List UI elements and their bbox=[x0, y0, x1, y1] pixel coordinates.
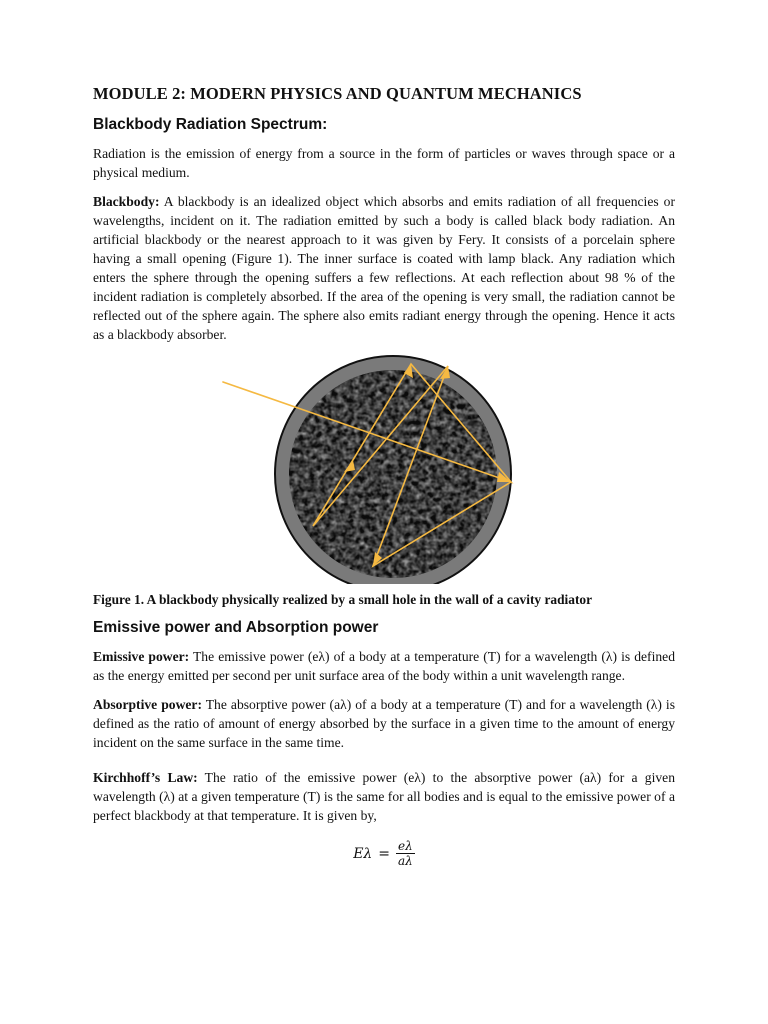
equation-equals: = bbox=[378, 845, 391, 862]
kirchhoff-law-text: The ratio of the emissive power (eλ) to the absorptive power (aλ) for a given wavelength (λ) at a given temperature (T) is the same for all bodies and is equal to the emissive power of a perfect blackbody at that temperature. It is given by, bbox=[93, 770, 676, 823]
cavity-radiator-diagram bbox=[93, 354, 675, 584]
section-heading-emissive-absorption: Emissive power and Absorption power bbox=[93, 619, 379, 636]
blackbody-paragraph bbox=[93, 192, 675, 344]
section-heading-blackbody-radiation: Blackbody Radiation Spectrum: bbox=[93, 116, 328, 133]
emissive-power-term: Emissive power: bbox=[93, 649, 190, 664]
equation-fraction bbox=[396, 839, 415, 868]
equation-denominator: aλ bbox=[398, 854, 413, 868]
absorptive-power-term: Absorptive power: bbox=[93, 697, 202, 712]
kirchhoff-law-paragraph bbox=[93, 768, 675, 825]
document-page bbox=[93, 84, 675, 868]
blackbody-figure bbox=[93, 354, 675, 584]
module-title: MODULE 2: MODERN PHYSICS AND QUANTUM MECHANICS bbox=[93, 84, 582, 103]
absorptive-power-paragraph bbox=[93, 695, 675, 752]
emissive-power-paragraph bbox=[93, 647, 675, 685]
emissive-power-text: The emissive power (eλ) of a body at a temperature (T) for a wavelength (λ) is defined as the energy emitted per second per unit surface area of the body within a unit wavelength range. bbox=[93, 649, 675, 683]
absorptive-power-text: The absorptive power (aλ) of a body at a temperature (T) and for a wavelength (λ) is defined as the ratio of amount of energy absorbed by the surface in a given time to the amount of energy incident on the same surface in the same time. bbox=[93, 697, 675, 750]
kirchhoff-law-term: Kirchhoff’s Law: bbox=[93, 770, 198, 785]
figure-caption: Figure 1. A blackbody physically realized by a small hole in the wall of a cavity radiator bbox=[93, 592, 593, 607]
blackbody-term: Blackbody: bbox=[93, 194, 160, 209]
intro-paragraph: Radiation is the emission of energy from a source in the form of particles or waves through space or a physical medium. bbox=[93, 146, 675, 180]
kirchhoff-equation bbox=[93, 839, 675, 868]
equation-lhs: Eλ bbox=[353, 845, 373, 862]
blackbody-text: A blackbody is an idealized object which absorbs and emits radiation of all frequencies or wavelengths, incident on it. The radiation emitted by such a body is called black body radiation. An artificial blackbody or the nearest approach to it was given by Fery. It consists of a porcelain sphere having a small opening (Figure 1). The inner surface is coated with lamp black. Any radiation which enters the sphere through the opening suffers a few reflections. At each reflection about 98 % of the incident radiation is completely absorbed. If the area of the opening is very small, the radiation cannot be reflected out of the sphere again. The sphere also emits radiant energy through the opening. Hence it acts as a blackbody absorber. bbox=[93, 194, 675, 342]
equation-numerator: eλ bbox=[398, 839, 413, 853]
